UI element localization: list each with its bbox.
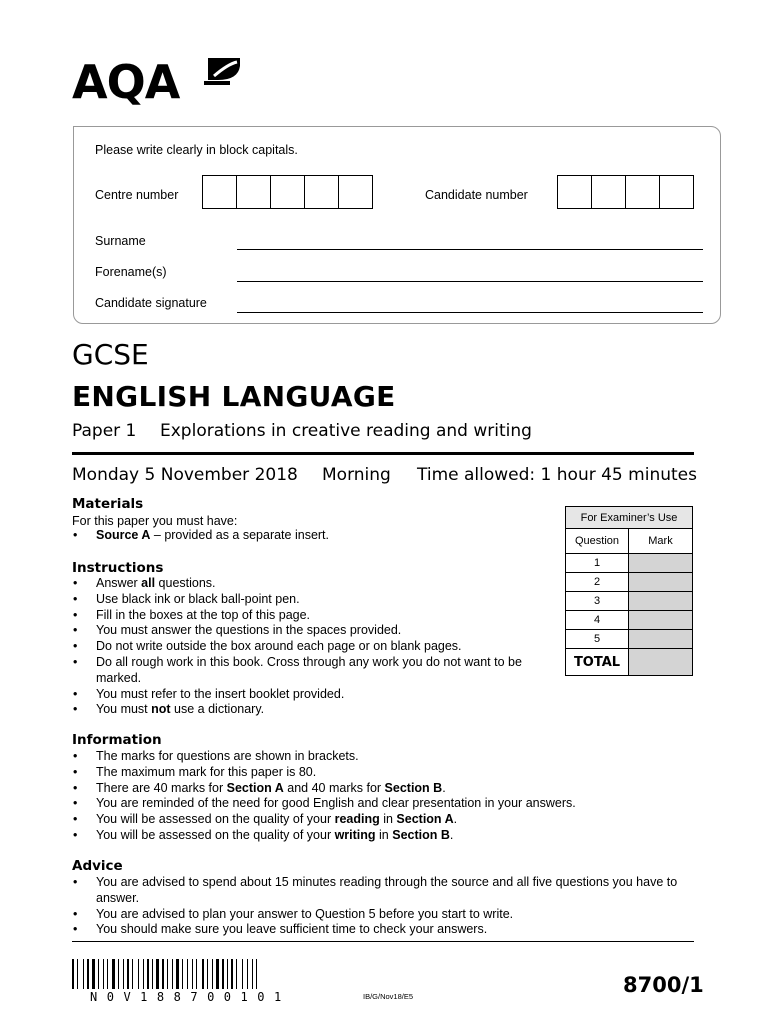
examiners-use-heading: For Examiner’s Use (566, 507, 693, 529)
question-number: 2 (566, 573, 629, 592)
list-item: • The marks for questions are shown in brackets. (73, 749, 673, 765)
candidate-digit-box[interactable] (557, 175, 592, 209)
list-item: • You should make sure you leave sufficient time to check your answers. (73, 922, 693, 938)
mark-cell (629, 573, 693, 592)
mark-column-header: Mark (629, 529, 693, 554)
mark-cell (629, 611, 693, 630)
examiners-use-table (565, 506, 693, 676)
list-item: • You are reminded of the need for good English and clear presentation in your answers. (73, 796, 673, 812)
list-item: • Do all rough work in this book. Cross through any work you do not want to be marked. (73, 655, 553, 687)
candidate-digit-box[interactable] (591, 175, 626, 209)
list-item: • You must answer the questions in the spaces provided. (73, 623, 553, 639)
surname-field[interactable] (237, 249, 703, 250)
centre-digit-box[interactable] (304, 175, 339, 209)
question-number: 3 (566, 592, 629, 611)
centre-digit-box[interactable] (236, 175, 271, 209)
question-number: 4 (566, 611, 629, 630)
question-column-header: Question (566, 529, 629, 554)
centre-number-label: Centre number (95, 188, 179, 202)
list-item: • Fill in the boxes at the top of this page. (73, 608, 553, 624)
mark-cell (629, 592, 693, 611)
surname-label: Surname (95, 234, 146, 248)
advice-heading: Advice (72, 858, 123, 874)
block-capitals-instruction: Please write clearly in block capitals. (95, 143, 298, 157)
centre-number-boxes[interactable] (203, 175, 373, 209)
mark-cell (629, 554, 693, 573)
list-item: • You must refer to the insert booklet provided. (73, 687, 553, 703)
qualification-level: GCSE (72, 338, 149, 371)
paper-code: 8700/1 (623, 973, 704, 997)
list-item: • Do not write outside the box around each page or on blank pages. (73, 639, 553, 655)
materials-list (73, 528, 553, 544)
paper-reference: IB/G/Nov18/E5 (363, 992, 414, 1001)
paper-title: Explorations in creative reading and writing (160, 421, 532, 441)
centre-digit-box[interactable] (270, 175, 305, 209)
candidate-digit-box[interactable] (659, 175, 694, 209)
instructions-list (73, 576, 553, 718)
list-item: • The maximum mark for this paper is 80. (73, 765, 673, 781)
list-item: • You will be assessed on the quality of your writing in Section B. (73, 828, 673, 844)
centre-digit-box[interactable] (338, 175, 373, 209)
mark-cell (629, 630, 693, 649)
barcode (72, 959, 316, 989)
subject-title: ENGLISH LANGUAGE (72, 380, 396, 413)
forename-label: Forename(s) (95, 265, 167, 279)
list-item: • You will be assessed on the quality of your reading in Section A. (73, 812, 673, 828)
materials-intro: For this paper you must have: (72, 514, 238, 528)
logo-text: AQA (72, 55, 180, 109)
candidate-digit-box[interactable] (625, 175, 660, 209)
signature-field[interactable] (237, 312, 703, 313)
list-item: • Answer all questions. (73, 576, 553, 592)
centre-digit-box[interactable] (202, 175, 237, 209)
aqa-logo (72, 56, 179, 108)
candidate-number-label: Candidate number (425, 188, 528, 202)
exam-date: Monday 5 November 2018 (72, 465, 298, 485)
signature-label: Candidate signature (95, 296, 207, 310)
time-allowed: Time allowed: 1 hour 45 minutes (417, 465, 697, 485)
instructions-heading: Instructions (72, 560, 164, 576)
question-number: 5 (566, 630, 629, 649)
list-item: • Use black ink or black ball-point pen. (73, 592, 553, 608)
candidate-details-box (73, 126, 721, 324)
information-list (73, 749, 673, 844)
title-rule (72, 452, 694, 455)
forename-field[interactable] (237, 281, 703, 282)
list-item: • You are advised to spend about 15 minutes reading through the source and all five questions you have to answer. (73, 875, 693, 907)
candidate-number-boxes[interactable] (558, 175, 694, 209)
leaf-icon (204, 56, 240, 86)
materials-heading: Materials (72, 496, 144, 512)
list-item: • There are 40 marks for Section A and 40 marks for Section B. (73, 781, 673, 797)
exam-session: Morning (322, 465, 391, 485)
list-item: • You must not use a dictionary. (73, 702, 553, 718)
list-item: • Source A – provided as a separate insert. (73, 528, 553, 544)
question-number: 1 (566, 554, 629, 573)
advice-list (73, 875, 693, 938)
total-label: TOTAL (566, 649, 629, 676)
list-item: • You are advised to plan your answer to Question 5 before you start to write. (73, 907, 693, 923)
total-mark-cell (629, 649, 693, 676)
footer-rule (72, 941, 694, 942)
information-heading: Information (72, 732, 162, 748)
barcode-number: N0V188700101 (90, 990, 291, 1004)
paper-number: Paper 1 (72, 421, 137, 441)
